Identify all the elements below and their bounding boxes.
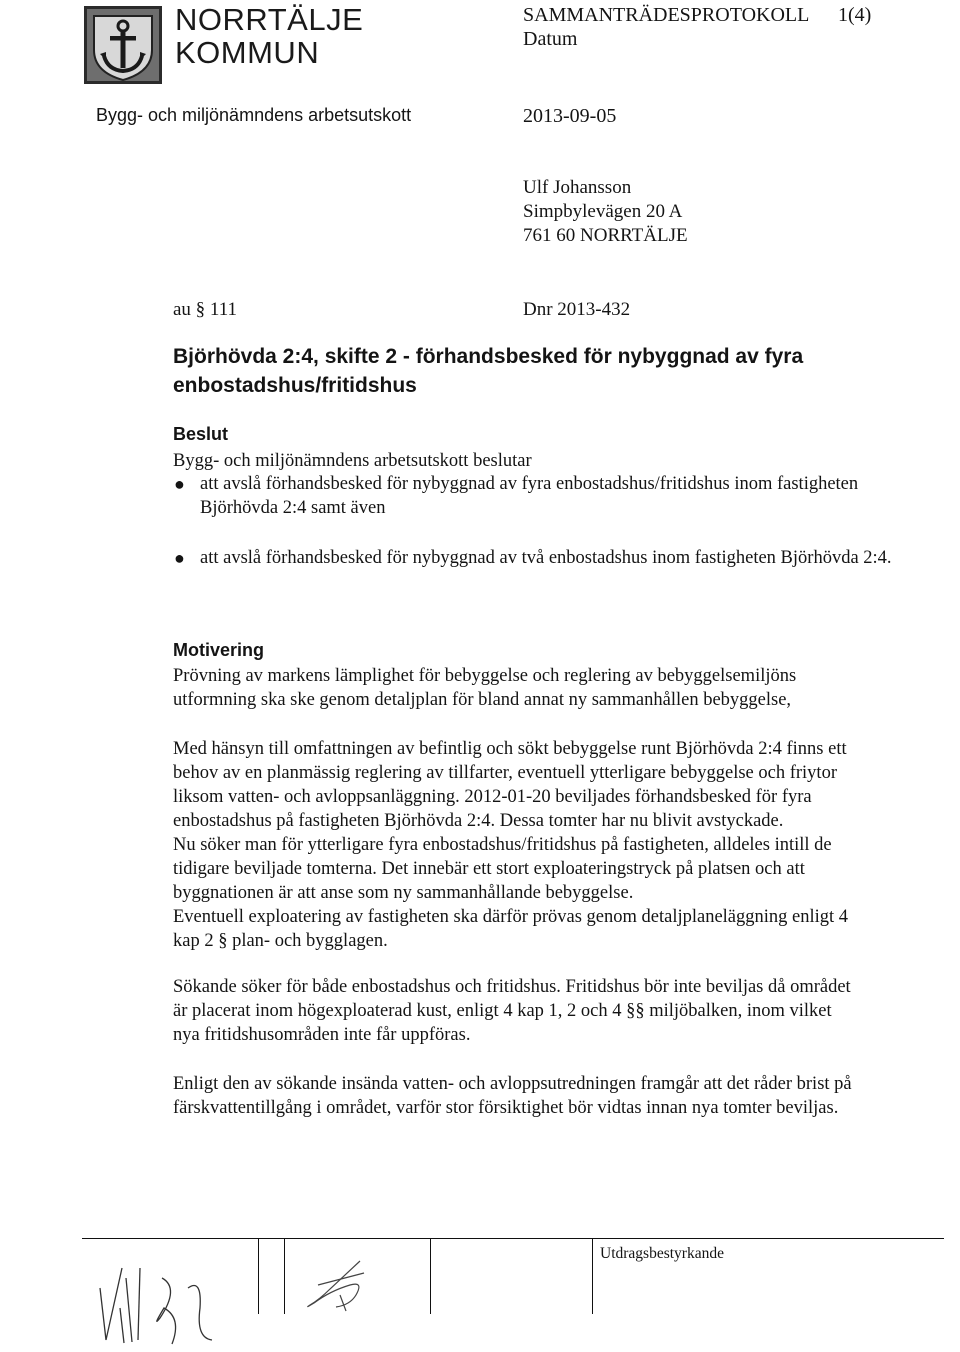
- footer-divider: [284, 1238, 285, 1314]
- paragraph-line: Eventuell exploatering av fastigheten ska därför prövas genom detaljplaneläggning enligt 4: [173, 907, 849, 927]
- bullet-dot-1: ●: [174, 474, 185, 494]
- paragraph-line: utformning ska ske genom detaljplan för bland annat ny sammanhållen bebyggelse,: [173, 690, 792, 710]
- paragraph-line: behov av en planmässig reglering av tillfarter, eventuell ytterligare bebyggelse och friytor: [173, 763, 837, 783]
- paragraph-line: Med hänsyn till omfattningen av befintlig och sökt bebyggelse runt Björhövda 2:4 finns ett: [173, 739, 847, 759]
- motivering-paragraph-3: [173, 975, 933, 1047]
- footer-divider: [430, 1238, 431, 1314]
- paragraph-line: Nu söker man för ytterligare fyra enbostadshus/fritidshus på fastigheten, alldeles intill de: [173, 835, 832, 855]
- signature-initials-1: [92, 1248, 232, 1348]
- recipient-name: Ulf Johansson: [523, 177, 632, 198]
- beslut-intro: Bygg- och miljönämndens arbetsutskott beslutar: [173, 451, 532, 471]
- beslut-bullet-2: att avslå förhandsbesked för nybyggnad av två enbostadshus inom fastigheten Björhövda 2:4.: [200, 548, 892, 568]
- beslut-heading: Beslut: [173, 424, 229, 444]
- signature-initials-2: [300, 1255, 380, 1315]
- paragraph-line: enbostadshus på fastigheten Björhövda 2:4. Dessa tomter har nu blivit avstyckade.: [173, 811, 784, 831]
- paragraph-line: färskvattentillgång i området, varför stor försiktighet bör vidtas innan nya tomter beviljas.: [173, 1098, 839, 1118]
- recipient-postal: 761 60 NORRTÄLJE: [523, 225, 688, 246]
- extract-certification-label: Utdragsbestyrkande: [600, 1245, 724, 1262]
- paragraph-line: liksom vatten- och avloppsanläggning. 2012-01-20 beviljades förhandsbesked för fyra: [173, 787, 812, 807]
- paragraph-line: tidigare beviljade tomterna. Det innebär ett stort exploateringstryck på platsen och att: [173, 859, 805, 879]
- motivering-paragraph-1: [173, 664, 933, 712]
- date-label: Datum: [523, 28, 578, 50]
- paragraph-line: byggnationen är att anse som ny sammanhållande bebyggelse.: [173, 883, 634, 903]
- committee-name: Bygg- och miljönämndens arbetsutskott: [96, 105, 412, 125]
- org-name-line2: KOMMUN: [175, 35, 320, 70]
- meeting-date: 2013-09-05: [523, 105, 617, 127]
- case-number: Dnr 2013-432: [523, 299, 631, 320]
- motivering-paragraph-2: [173, 737, 933, 953]
- org-name-line1: NORRTÄLJE: [175, 2, 364, 37]
- footer-divider: [258, 1238, 259, 1314]
- document-type: SAMMANTRÄDESPROTOKOLL: [523, 4, 810, 26]
- recipient-address: [523, 176, 688, 248]
- footer-rule: [82, 1238, 944, 1239]
- municipal-crest-icon: [84, 6, 162, 84]
- page-number: 1(4): [838, 4, 872, 26]
- beslut-bullet-1: att avslå förhandsbesked för nybyggnad av fyra enbostadshus/fritidshus inom fastigheten Björhövda 2:4 samt även: [200, 474, 859, 518]
- paragraph-line: är placerat inom högexploaterad kust, enligt 4 kap 1, 2 och 4 §§ miljöbalken, inom vilket: [173, 1001, 832, 1021]
- motivering-heading: Motivering: [173, 640, 265, 660]
- paragraph-line: kap 2 § plan- och bygglagen.: [173, 931, 388, 951]
- paragraph-line: Enligt den av sökande insända vatten- och avloppsutredningen framgår att det råder brist på: [173, 1074, 852, 1094]
- recipient-street: Simpbylevägen 20 A: [523, 201, 683, 222]
- motivering-paragraph-4: [173, 1072, 933, 1120]
- bullet-dot-2: ●: [174, 548, 185, 568]
- paragraph-line: nya fritidshusområden inte får uppföras.: [173, 1025, 471, 1045]
- paragraph-line: Prövning av markens lämplighet för bebyggelse och reglering av bebyggelsemiljöns: [173, 666, 797, 686]
- case-title: Björhövda 2:4, skifte 2 - förhandsbesked för nybyggnad av fyra enbostadshus/fritidshus: [173, 345, 804, 397]
- paragraph-reference: au § 111: [173, 299, 238, 320]
- paragraph-line: Sökande söker för både enbostadshus och fritidshus. Fritidshus bör inte beviljas då området: [173, 977, 851, 997]
- footer-divider: [592, 1238, 593, 1314]
